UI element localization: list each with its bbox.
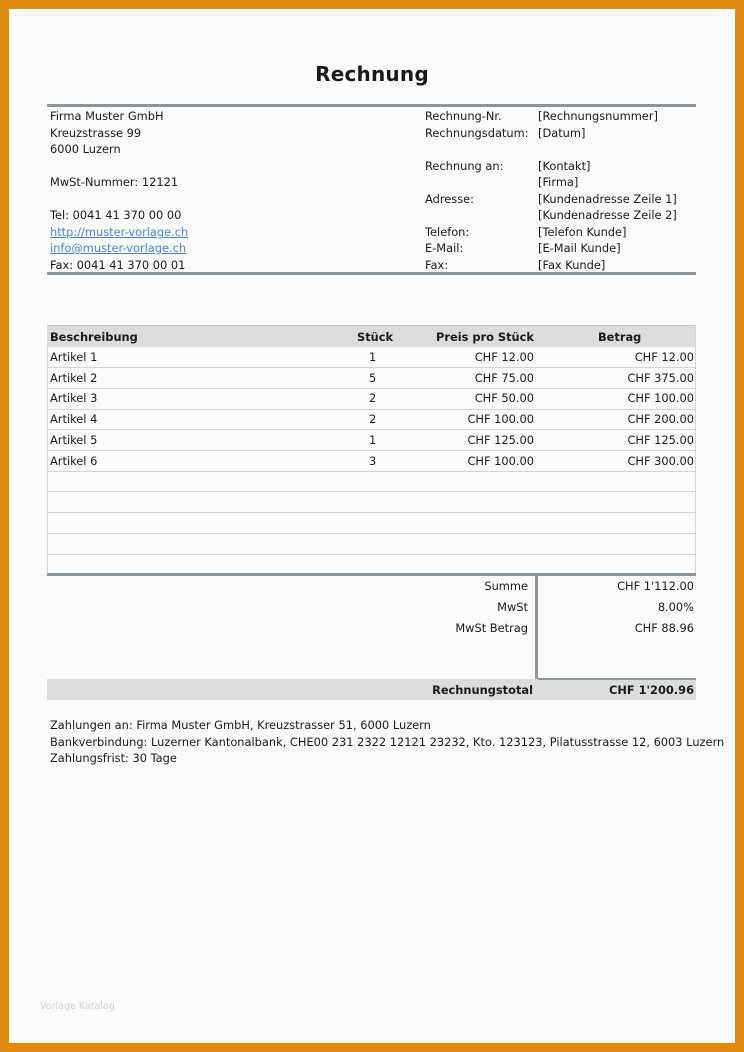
- item-unit-price: CHF 125.00: [467, 433, 534, 447]
- header-top-rule: [47, 104, 696, 107]
- watermark: Vorlage Katalog: [40, 1001, 115, 1012]
- item-unit-price: CHF 12.00: [474, 350, 534, 364]
- sender-email-link[interactable]: info@muster-vorlage.ch: [50, 241, 187, 255]
- item-description: Artikel 1: [50, 350, 98, 364]
- page-title: Rechnung: [315, 62, 429, 86]
- sender-fax: Fax: 0041 41 370 00 01: [50, 258, 186, 272]
- sender-vat-number: MwSt-Nummer: 12121: [50, 175, 179, 189]
- sender-phone: Tel: 0041 41 370 00 00: [50, 208, 182, 222]
- invoice-email-label: E-Mail:: [425, 241, 464, 255]
- item-quantity: 1: [369, 433, 377, 447]
- invoice-number-label: Rechnung-Nr.: [425, 109, 502, 123]
- item-unit-price: CHF 100.00: [467, 412, 534, 426]
- invoice-date-value: [Datum]: [538, 126, 586, 140]
- sum-label: Summe: [484, 579, 528, 593]
- grand-total-rule: [538, 678, 696, 680]
- row-divider: [47, 388, 696, 389]
- column-header-description: Beschreibung: [50, 330, 138, 344]
- item-unit-price: CHF 75.00: [474, 371, 534, 385]
- invoice-to-label: Rechnung an:: [425, 159, 504, 173]
- customer-contact-value: [Kontakt]: [538, 159, 591, 173]
- customer-address-line1: [Kundenadresse Zeile 1]: [538, 192, 677, 206]
- invoice-phone-label: Telefon:: [425, 225, 470, 239]
- customer-phone-value: [Telefon Kunde]: [538, 225, 627, 239]
- row-divider: [47, 367, 696, 368]
- item-amount: CHF 12.00: [634, 350, 694, 364]
- column-header-amount: Betrag: [598, 330, 642, 344]
- item-unit-price: CHF 50.00: [474, 391, 534, 405]
- item-quantity: 3: [369, 454, 377, 468]
- customer-email-value: [E-Mail Kunde]: [538, 241, 621, 255]
- invoice-fax-label: Fax:: [425, 258, 449, 272]
- invoice-number-value: [Rechnungsnummer]: [538, 109, 658, 123]
- item-quantity: 1: [369, 350, 377, 364]
- row-divider: [47, 471, 696, 472]
- vat-amount-value: CHF 88.96: [634, 621, 694, 635]
- vat-amount-label: MwSt Betrag: [455, 621, 528, 635]
- invoice-address-label: Adresse:: [425, 192, 474, 206]
- sum-value: CHF 1'112.00: [617, 579, 694, 593]
- totals-top-rule: [47, 573, 696, 576]
- table-left-border: [47, 347, 48, 575]
- sender-city: 6000 Luzern: [50, 142, 121, 156]
- row-divider: [47, 554, 696, 555]
- item-description: Artikel 4: [50, 412, 98, 426]
- sender-website-link[interactable]: http://muster-vorlage.ch: [50, 225, 189, 239]
- payment-terms: Zahlungsfrist: 30 Tage: [50, 751, 177, 765]
- row-divider: [47, 512, 696, 513]
- grand-total-band: [47, 679, 696, 700]
- column-header-quantity: Stück: [357, 330, 394, 344]
- item-quantity: 2: [369, 412, 377, 426]
- customer-address-line2: [Kundenadresse Zeile 2]: [538, 208, 677, 222]
- column-header-unit-price: Preis pro Stück: [436, 330, 534, 344]
- item-description: Artikel 3: [50, 391, 98, 405]
- row-divider: [47, 450, 696, 451]
- row-divider: [47, 409, 696, 410]
- item-amount: CHF 125.00: [627, 433, 694, 447]
- invoice-date-label: Rechnungsdatum:: [425, 126, 529, 140]
- invoice-page: [9, 9, 735, 1043]
- item-unit-price: CHF 100.00: [467, 454, 534, 468]
- row-divider: [47, 533, 696, 534]
- row-divider: [47, 429, 696, 430]
- row-divider: [47, 491, 696, 492]
- item-amount: CHF 100.00: [627, 391, 694, 405]
- item-quantity: 2: [369, 391, 377, 405]
- payment-recipient: Zahlungen an: Firma Muster GmbH, Kreuzstrasser 51, 6000 Luzern: [50, 718, 431, 732]
- item-quantity: 5: [369, 371, 377, 385]
- item-description: Artikel 6: [50, 454, 98, 468]
- vat-label: MwSt: [497, 600, 528, 614]
- item-amount: CHF 200.00: [627, 412, 694, 426]
- sender-company: Firma Muster GmbH: [50, 109, 164, 123]
- grand-total-label: Rechnungstotal: [432, 683, 533, 697]
- bank-details: Bankverbindung: Luzerner Kantonalbank, CHE00 231 2322 12121 23232, Kto. 123123, Pilatusstrasse 12, 6003 Luzern: [50, 735, 725, 749]
- grand-total-value: CHF 1'200.96: [608, 683, 694, 697]
- item-description: Artikel 5: [50, 433, 98, 447]
- item-amount: CHF 375.00: [627, 371, 694, 385]
- customer-company-value: [Firma]: [538, 175, 579, 189]
- vat-rate-value: 8.00%: [657, 600, 694, 614]
- sender-street: Kreuzstrasse 99: [50, 126, 142, 140]
- item-description: Artikel 2: [50, 371, 98, 385]
- item-amount: CHF 300.00: [627, 454, 694, 468]
- customer-fax-value: [Fax Kunde]: [538, 258, 606, 272]
